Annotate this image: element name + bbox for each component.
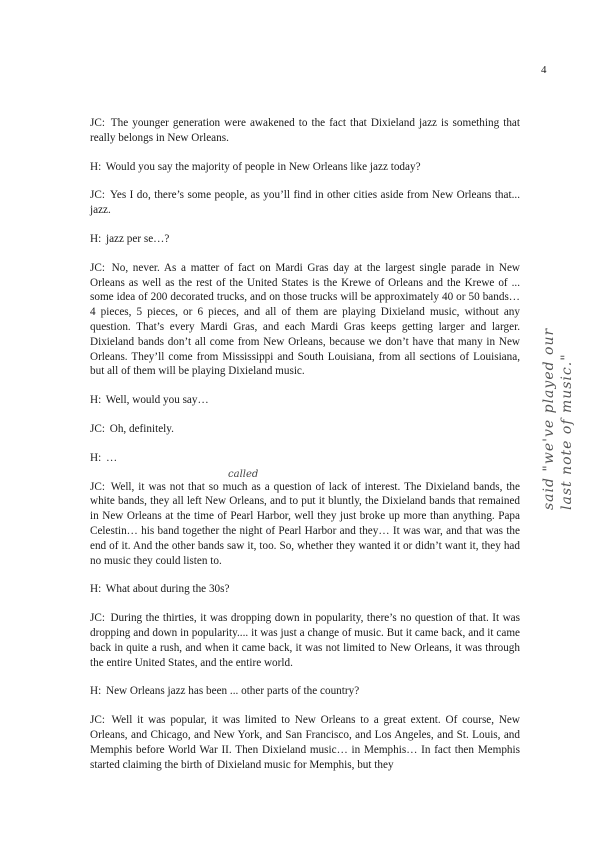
handwritten-margin-note (540, 328, 576, 510)
transcript-paragraph (90, 116, 520, 146)
paragraph-text: jazz per se…? (105, 232, 170, 245)
speaker-label: JC: (90, 480, 105, 493)
paragraph-text: No, never. As a matter of fact on Mardi Gras day at the largest single parade in New Orleans as well as the rest of the United States is the Krewe of Orleans and the Krewe of ... some idea of 200 decorated trucks, and on those trucks will be approximately 40 or 50 bands… 4 pieces, 5 pieces, or 6 pieces, and all of them are playing Dixieland music, without any question. That’s every Mardi Gras, and each Mardi Gras keeps getting larger and larger. Dixieland bands don’t all come from New Orleans, because we don’t have that many in New Orleans. They’ll come from Mississippi and South Louisiana, from all sections of Louisiana, but all of them will be playing Dixieland music. (90, 261, 520, 378)
paragraph-text: Well, it was not that so much as a question of lack of interest. The Dixieland bands, the white bands, they all left New Orleans, and to put it bluntly, the Dixieland bands that remained in New Orleans at the time of Pearl Harbor, well they just broke up more than anything. Papa Celestin… his band together the night of Pearl Harbor and they… It was war, and that was the end of it. And the other bands saw it, too. So, whether they wanted it or didn’t want it, they had no music they could listen to. (90, 480, 520, 567)
paragraph-text: Oh, definitely. (109, 422, 174, 435)
transcript-paragraph (90, 422, 520, 437)
paragraph-text: Well it was popular, it was limited to New Orleans to a great extent. Of course, New Orleans, and Chicago, and New York, and San Francisco, and Los Angeles, and St. Louis, and Memphis before World War II. Then Dixieland music… in Memphis… In fact then Memphis started claiming the birth of Dixieland music for Memphis, but they (90, 714, 520, 771)
speaker-label: JC: (90, 117, 105, 129)
speaker-label: H: (90, 232, 102, 245)
speaker-label: H: (90, 394, 102, 407)
margin-note-line: last note of music." (559, 353, 575, 510)
speaker-label: H: (90, 685, 102, 698)
transcript-paragraph (90, 611, 520, 670)
transcript (90, 116, 520, 772)
paragraph-text: Would you say the majority of people in New Orleans like jazz today? (105, 160, 421, 173)
speaker-label: JC: (90, 189, 105, 202)
handwritten-insert: called (228, 469, 259, 480)
transcript-paragraph (90, 160, 520, 175)
transcript-paragraph (90, 393, 520, 408)
transcript-paragraph (90, 582, 520, 597)
page-number: 4 (541, 64, 547, 76)
paragraph-text: During the thirties, it was dropping down in popularity, there’s no question of that. It was dropping and down in popularity.... it was just a change of music. But it came back, and it came back in quite a rush, and when it came back, it was not limited to New Orleans, it was through the entire United States, and the entire world. (90, 612, 521, 669)
speaker-label: JC: (90, 612, 105, 625)
transcript-paragraph (90, 713, 520, 772)
transcript-paragraph (90, 684, 520, 699)
transcript-paragraph (90, 451, 520, 466)
transcript-paragraph (90, 480, 520, 569)
paragraph-text: Well, would you say… (105, 394, 209, 407)
transcript-paragraph (90, 261, 520, 379)
transcript-paragraph (90, 188, 520, 218)
paragraph-text: Yes I do, there’s some people, as you’ll find in other cities aside from New Orleans that... jazz. (90, 189, 520, 217)
paragraph-text: … (105, 451, 118, 464)
paragraph-text: What about during the 30s? (105, 583, 230, 596)
speaker-label: JC: (90, 714, 105, 727)
paragraph-text: New Orleans jazz has been ... other parts of the country? (105, 685, 360, 698)
transcript-paragraph (90, 232, 520, 247)
speaker-label: H: (90, 583, 102, 596)
paragraph-text: The younger generation were awakened to the fact that Dixieland jazz is something that really belongs in New Orleans. (90, 117, 520, 144)
speaker-label: JC: (90, 261, 105, 274)
speaker-label: H: (90, 160, 102, 173)
speaker-label: JC: (90, 422, 105, 435)
margin-note-line: said "we've played our (541, 327, 557, 510)
speaker-label: H: (90, 451, 102, 464)
